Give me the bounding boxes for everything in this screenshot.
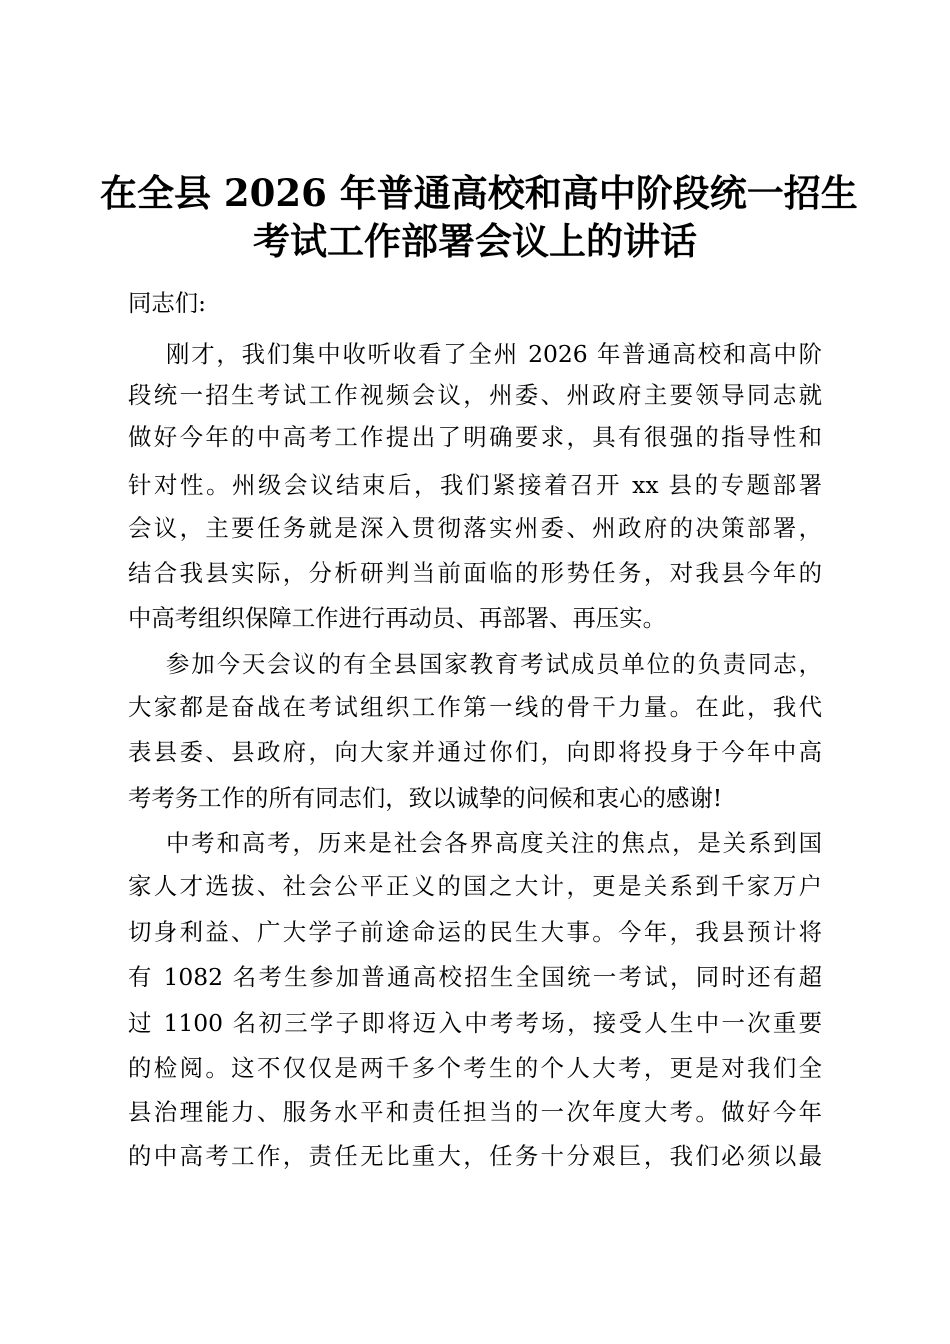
paragraph-line: 家人才选拔、社会公平正义的国之大计，更是关系到千家万户: [128, 872, 822, 900]
document-title-line-1: 在全县 2026 年普通高校和高中阶段统一招生: [100, 171, 858, 215]
paragraph-line: 大家都是奋战在考试组织工作第一线的骨干力量。在此，我代: [128, 693, 822, 721]
paragraph-line: 做好今年的中高考工作提出了明确要求，具有很强的指导性和: [128, 423, 822, 451]
paragraph-line: 表县委、县政府，向大家并通过你们，向即将投身于今年中高: [128, 738, 822, 766]
paragraph-line: 过 1100 名初三学子即将迈入中考考场，接受人生中一次重要: [128, 1009, 822, 1037]
paragraph-line: 中高考组织保障工作进行再动员、再部署、再压实。: [128, 604, 666, 632]
paragraph-line: 考考务工作的所有同志们，致以诚挚的问候和衷心的感谢!: [128, 784, 723, 812]
paragraph-line: 有 1082 名考生参加普通高校招生全国统一考试，同时还有超: [128, 963, 822, 991]
paragraph-line: 针对性。州级会议结束后，我们紧接着召开 xx 县的专题部署: [128, 471, 822, 499]
paragraph-line: 县治理能力、服务水平和责任担当的一次年度大考。做好今年: [128, 1098, 822, 1126]
paragraph-line: 参加今天会议的有全县国家教育考试成员单位的负责同志，: [166, 650, 822, 678]
paragraph-line: 的中高考工作，责任无比重大，任务十分艰巨，我们必须以最: [128, 1142, 822, 1170]
paragraph-line: 段统一招生考试工作视频会议，州委、州政府主要领导同志就: [128, 381, 822, 409]
paragraph-line: 结合我县实际，分析研判当前面临的形势任务，对我县今年的: [128, 559, 822, 587]
paragraph-line: 刚才，我们集中收听收看了全州 2026 年普通高校和高中阶: [166, 340, 822, 368]
paragraph-line: 会议，主要任务就是深入贯彻落实州委、州政府的决策部署，: [128, 514, 822, 542]
paragraph-line: 中考和高考，历来是社会各界高度关注的焦点，是关系到国: [166, 829, 822, 857]
paragraph-line: 的检阅。这不仅仅是两千多个考生的个人大考，更是对我们全: [128, 1054, 822, 1082]
paragraph-line: 切身利益、广大学子前途命运的民生大事。今年，我县预计将: [128, 918, 822, 946]
salutation: 同志们:: [128, 289, 207, 317]
document-title-line-2: 考试工作部署会议上的讲话: [253, 219, 697, 263]
